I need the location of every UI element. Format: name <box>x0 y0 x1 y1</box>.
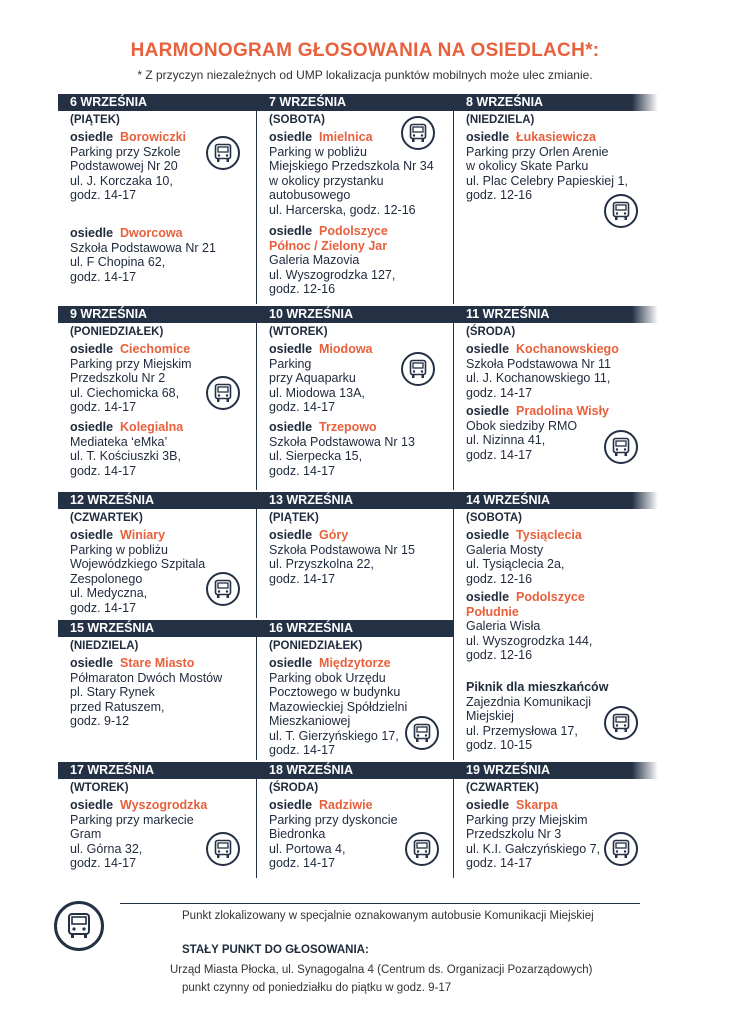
osiedle-label: osiedle <box>70 798 114 812</box>
date-label: 10 WRZEŚNIA <box>269 307 354 321</box>
weekday-label: (SOBOTA) <box>466 512 523 524</box>
entry-line: Zespolonego <box>70 571 143 586</box>
entry-line: Miejskiego Przedszkola Nr 34 <box>269 159 434 173</box>
entry-line: Przedszkolu Nr 3 <box>466 827 562 841</box>
page-title: HARMONOGRAM GŁOSOWANIA NA OSIEDLACH*: <box>130 40 600 61</box>
estate-name: Pradolina Wisły <box>516 404 609 418</box>
osiedle-label: osiedle <box>466 130 510 144</box>
bus-icon <box>604 430 638 464</box>
entry-line: ul. Portowa 4, <box>269 841 346 856</box>
entry-line: godz. 12-16 <box>466 648 533 662</box>
fixed-point-hours: punkt czynny od poniedziałku do piątku w godz. 9-17 <box>182 982 452 994</box>
weekday-label: (NIEDZIELA) <box>466 114 535 126</box>
entry-line: Półmaraton Dwóch Mostów <box>70 670 223 685</box>
day-cell <box>58 620 254 760</box>
entry-line: ul. F Chopina 62, <box>70 255 166 269</box>
entry-line: Parking przy dyskoncie <box>269 812 398 827</box>
day-cell <box>257 620 453 760</box>
entry-line: Parking w pobliżu <box>269 144 367 159</box>
entry-line: godz. 14-17 <box>70 269 137 284</box>
location-entry <box>466 528 646 586</box>
entry-line: godz. 12-16 <box>269 282 336 296</box>
entry-line: Szkoła Podstawowa Nr 15 <box>269 542 415 557</box>
osiedle-label: osiedle <box>70 342 114 356</box>
estate-name: Imielnica <box>319 130 373 144</box>
day-cell <box>58 94 254 304</box>
weekday-label: (PIĄTEK) <box>70 114 120 126</box>
entry-line: Galeria Mazovia <box>269 253 360 267</box>
entry-line: ul. T. Gierzyńskiego 17, <box>269 728 399 743</box>
date-label: 7 WRZEŚNIA <box>269 95 347 109</box>
bus-icon <box>206 376 240 410</box>
date-label: 18 WRZEŚNIA <box>269 763 354 777</box>
legend-text: Punkt zlokalizowany w specjalnie oznakowanym autobusie Komunikacji Miejskiej <box>182 910 594 922</box>
entry-line: Szkoła Podstawowa Nr 21 <box>70 240 216 255</box>
entry-line: Szkoła Podstawowa Nr 13 <box>269 434 415 449</box>
day-cell <box>454 492 650 760</box>
estate-name: Góry <box>319 528 349 542</box>
osiedle-label: osiedle <box>70 130 114 144</box>
day-cell <box>454 306 650 490</box>
estate-name: Dworcowa <box>120 226 183 240</box>
entry-line: Gram <box>70 827 102 841</box>
osiedle-label: osiedle <box>70 420 114 434</box>
date-label: 12 WRZEŚNIA <box>70 493 155 507</box>
entry-line: Zajezdnia Komunikacji <box>466 694 592 709</box>
estate-name: Radziwie <box>319 798 373 812</box>
entry-line: Parking w pobliżu <box>70 542 168 557</box>
date-label: 11 WRZEŚNIA <box>466 307 550 321</box>
estate-name: Kochanowskiego <box>516 342 619 356</box>
entry-line: przy Aquaparku <box>269 371 356 385</box>
osiedle-label: osiedle <box>269 224 313 238</box>
weekday-label: (PIĄTEK) <box>269 512 319 524</box>
bus-icon <box>401 116 435 150</box>
date-label: 16 WRZEŚNIA <box>269 621 354 635</box>
day-cell <box>257 94 453 304</box>
day-cell <box>58 762 254 878</box>
day-cell <box>257 762 453 878</box>
date-label: 14 WRZEŚNIA <box>466 493 551 507</box>
entry-line: godz. 14-17 <box>70 463 137 478</box>
entry-line: Mieszkaniowej <box>269 714 351 728</box>
entry-line: godz. 9-12 <box>70 714 130 728</box>
entry-line: ul. J. Kochanowskiego 11, <box>466 371 611 385</box>
weekday-label: (PONIEDZIAŁEK) <box>70 326 164 338</box>
entry-line: godz. 14-17 <box>269 571 336 586</box>
entry-line: godz. 14-17 <box>70 856 137 870</box>
estate-name: Ciechomice <box>120 342 191 356</box>
bus-icon <box>405 832 439 866</box>
fixed-point-address: Urząd Miasta Płocka, ul. Synagogalna 4 (Centrum ds. Organizacji Pozarządowych) <box>170 964 593 976</box>
entry-line: ul. Wyszogrodzka 144, <box>466 633 593 648</box>
estate-name: Tysiąclecia <box>516 528 582 542</box>
entry-line: godz. 14-17 <box>269 463 336 478</box>
estate-name: Łukasiewicza <box>516 130 596 144</box>
entry-line: przed Ratuszem, <box>70 699 165 714</box>
bus-icon <box>54 901 104 951</box>
entry-line: ul. Górna 32, <box>70 841 143 856</box>
osiedle-label: osiedle <box>70 528 114 542</box>
entry-line: godz. 14-17 <box>466 385 533 400</box>
bus-icon <box>401 352 435 386</box>
entry-line: Parking obok Urzędu <box>269 670 386 685</box>
osiedle-label: osiedle <box>269 130 313 144</box>
entry-line: Obok siedziby RMO <box>466 418 578 433</box>
entry-line: godz. 14-17 <box>269 400 336 414</box>
day-cell <box>58 492 254 618</box>
estate-name-continued: Południe <box>466 604 519 619</box>
entry-line: Podstawowej Nr 20 <box>70 159 178 173</box>
weekday-label: (CZWARTEK) <box>70 512 143 524</box>
date-label: 13 WRZEŚNIA <box>269 493 354 507</box>
entry-line: ul. Harcerska, godz. 12-16 <box>269 202 416 217</box>
osiedle-label: osiedle <box>269 656 313 670</box>
weekday-label: (ŚRODA) <box>466 326 516 338</box>
osiedle-label: osiedle <box>269 420 313 434</box>
entry-line: ul. J. Korczaka 10, <box>70 173 173 188</box>
osiedle-label: osiedle <box>269 798 313 812</box>
entry-line: Mazowieckiej Spółdzielni <box>269 699 408 714</box>
entry-line: Parking przy markecie <box>70 812 194 827</box>
location-entry <box>269 528 449 586</box>
estate-name: Podolszyce <box>319 224 388 238</box>
location-entry <box>269 420 449 478</box>
legend-divider <box>120 903 640 904</box>
estate-name: Miodowa <box>319 342 373 356</box>
date-label: 19 WRZEŚNIA <box>466 763 551 777</box>
osiedle-label: osiedle <box>466 528 510 542</box>
bus-icon <box>405 716 439 750</box>
entry-line: Parking <box>269 356 312 371</box>
entry-line: ul. Przemysłowa 17, <box>466 723 578 738</box>
entry-line: ul. Tysiąclecia 2a, <box>466 557 565 571</box>
bus-icon <box>604 832 638 866</box>
weekday-label: (NIEDZIELA) <box>70 640 139 652</box>
weekday-label: (SOBOTA) <box>269 114 326 126</box>
entry-line: autobusowego <box>269 188 351 202</box>
fixed-point-title: STAŁY PUNKT DO GŁOSOWANIA: <box>182 944 369 956</box>
entry-line: Mediateka ‘eMka’ <box>70 434 168 449</box>
date-label: 6 WRZEŚNIA <box>70 95 148 109</box>
entry-line: Pocztowego w budynku <box>269 685 401 699</box>
weekday-label: (PONIEDZIAŁEK) <box>269 640 363 652</box>
date-label: 17 WRZEŚNIA <box>70 763 155 777</box>
entry-line: ul. Medyczna, <box>70 586 148 600</box>
location-entry <box>466 590 646 663</box>
entry-line: w okolicy przystanku <box>269 173 384 188</box>
location-entry <box>70 420 250 478</box>
entry-line: Parking przy Miejskim <box>466 812 588 827</box>
entry-line: Miejskiej <box>466 709 514 723</box>
weekday-label: (CZWARTEK) <box>466 782 539 794</box>
osiedle-label: osiedle <box>269 528 313 542</box>
bus-icon <box>206 572 240 606</box>
entry-line: Parking przy Szkole <box>70 144 181 159</box>
entry-line: godz. 14-17 <box>70 600 137 615</box>
entry-line: ul. Przyszkolna 22, <box>269 557 374 571</box>
estate-name: Podolszyce <box>516 590 585 604</box>
estate-name-continued: Północ / Zielony Jar <box>269 238 388 253</box>
location-entry <box>70 226 250 284</box>
entry-line: godz. 14-17 <box>466 856 533 870</box>
weekday-label: (ŚRODA) <box>269 782 319 794</box>
entry-line: godz. 10-15 <box>466 738 533 752</box>
estate-name: Winiary <box>120 528 166 542</box>
estate-name: Wyszogrodzka <box>120 798 208 812</box>
date-label: 8 WRZEŚNIA <box>466 95 544 109</box>
estate-name: Stare Miasto <box>120 656 195 670</box>
estate-name: Skarpa <box>516 798 558 812</box>
day-cell <box>454 762 650 878</box>
day-cell <box>257 306 453 490</box>
estate-name: Borowiczki <box>120 130 187 144</box>
date-label: 9 WRZEŚNIA <box>70 307 148 321</box>
entry-line: godz. 14-17 <box>70 188 137 202</box>
osiedle-label: osiedle <box>466 342 510 356</box>
bus-icon <box>206 832 240 866</box>
bus-icon <box>604 194 638 228</box>
entry-line: godz. 12-16 <box>466 571 533 586</box>
bus-icon <box>206 136 240 170</box>
entry-line: godz. 14-17 <box>466 447 533 462</box>
osiedle-label: osiedle <box>466 404 510 418</box>
entry-line: Parking przy Orlen Arenie <box>466 144 609 159</box>
osiedle-label: osiedle <box>466 590 510 604</box>
entry-line: ul. Wyszogrodzka 127, <box>269 267 396 282</box>
entry-line: Biedronka <box>269 827 326 841</box>
entry-line: Szkoła Podstawowa Nr 11 <box>466 356 611 371</box>
entry-line: Galeria Wisła <box>466 619 541 633</box>
location-entry <box>269 224 449 297</box>
day-cell <box>454 94 650 304</box>
entry-line: ul. K.I. Gałczyńskiego 7, <box>466 841 601 856</box>
entry-line: w okolicy Skate Parku <box>466 159 589 173</box>
bus-icon <box>604 706 638 740</box>
entry-line: ul. Sierpecka 15, <box>269 449 363 463</box>
entry-line: ul. T. Kościuszki 3B, <box>70 449 181 463</box>
entry-line: pl. Stary Rynek <box>70 685 155 699</box>
entry-line: ul. Miodowa 13A, <box>269 385 365 400</box>
entry-line: godz. 14-17 <box>269 856 336 870</box>
location-entry <box>70 656 250 729</box>
entry-line: ul. Nizinna 41, <box>466 433 546 447</box>
weekday-label: (WTOREK) <box>269 326 328 338</box>
entry-line: Galeria Mosty <box>466 542 544 557</box>
osiedle-label: osiedle <box>466 798 510 812</box>
location-entry <box>466 342 646 400</box>
entry-line: godz. 14-17 <box>70 400 137 414</box>
event-title: Piknik dla mieszkańców <box>466 680 609 694</box>
entry-line: godz. 14-17 <box>269 743 336 757</box>
day-cell <box>58 306 254 490</box>
day-cell <box>257 492 453 618</box>
estate-name: Trzepowo <box>319 420 377 434</box>
estate-name: Międzytorze <box>319 656 391 670</box>
osiedle-label: osiedle <box>70 656 114 670</box>
osiedle-label: osiedle <box>269 342 313 356</box>
entry-line: Parking przy Miejskim <box>70 356 192 371</box>
weekday-label: (WTOREK) <box>70 782 129 794</box>
entry-line: ul. Ciechomicka 68, <box>70 385 180 400</box>
entry-line: godz. 12-16 <box>466 188 533 202</box>
entry-line: ul. Plac Celebry Papieskiej 1, <box>466 173 628 188</box>
location-entry <box>466 130 646 203</box>
osiedle-label: osiedle <box>70 226 114 240</box>
date-label: 15 WRZEŚNIA <box>70 621 155 635</box>
estate-name: Kolegialna <box>120 420 184 434</box>
page-subtitle: * Z przyczyn niezależnych od UMP lokalizacja punktów mobilnych może ulec zmianie. <box>137 68 593 82</box>
entry-line: Przedszkolu Nr 2 <box>70 371 166 385</box>
entry-line: Wojewódzkiego Szpitala <box>70 557 206 571</box>
